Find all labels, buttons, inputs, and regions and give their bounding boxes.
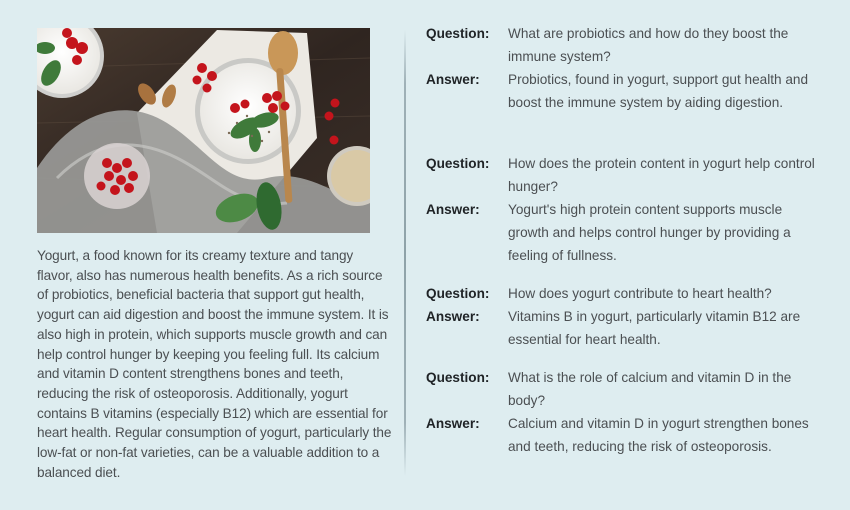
qa-item-4 — [426, 366, 816, 458]
qa-item-2 — [426, 152, 816, 267]
question-label: Question: — [426, 26, 490, 41]
answer-row — [426, 68, 816, 114]
answer-label: Answer: — [426, 309, 480, 324]
vertical-divider — [404, 30, 406, 476]
intro-paragraph: Yogurt, a food known for its creamy texture and tangy flavor, also has numerous health benefits. As a rich source of probiotics, beneficial bacteria that support gut health, yogurt can aid digestion and boost the immune system. It is also high in protein, which supports muscle growth and can help control hunger by keeping you feeling full. Its calcium and vitamin D content strengthens bones and teeth, reducing the risk of osteoporosis. Additionally, yogurt contains B vitamins (especially B12) which are essential for heart health. Regular consumption of yogurt, particularly the low-fat or non-fat varieties, can be a valuable addition to a balanced diet. — [37, 248, 392, 480]
question-label: Question: — [426, 156, 490, 171]
answer-row — [426, 305, 816, 351]
answer-text: Calcium and vitamin D in yogurt strengthen bones and teeth, reducing the risk of osteoporosis. — [508, 416, 809, 454]
answer-text: Vitamins B in yogurt, particularly vitamin B12 are essential for heart health. — [508, 309, 801, 347]
question-row — [426, 366, 816, 412]
question-row — [426, 152, 816, 198]
question-text: What is the role of calcium and vitamin D in the body? — [508, 370, 792, 408]
question-label: Question: — [426, 286, 490, 301]
question-label: Question: — [426, 370, 490, 385]
question-text: How does yogurt contribute to heart health? — [508, 286, 772, 301]
answer-text: Probiotics, found in yogurt, support gut health and boost the immune system by aiding digestion. — [508, 72, 809, 110]
qa-item-1 — [426, 22, 816, 114]
question-row — [426, 22, 816, 68]
question-text: What are probiotics and how do they boost the immune system? — [508, 26, 789, 64]
question-text: How does the protein content in yogurt help control hunger? — [508, 156, 815, 194]
qa-item-3 — [426, 282, 816, 351]
answer-text: Yogurt's high protein content supports muscle growth and helps control hunger by providing a feeling of fullness. — [508, 202, 791, 263]
yogurt-photo — [37, 28, 370, 233]
answer-label: Answer: — [426, 72, 480, 87]
answer-row — [426, 198, 816, 267]
answer-label: Answer: — [426, 202, 480, 217]
yogurt-illustration — [37, 28, 370, 233]
answer-label: Answer: — [426, 416, 480, 431]
answer-row — [426, 412, 816, 458]
question-row — [426, 282, 816, 305]
